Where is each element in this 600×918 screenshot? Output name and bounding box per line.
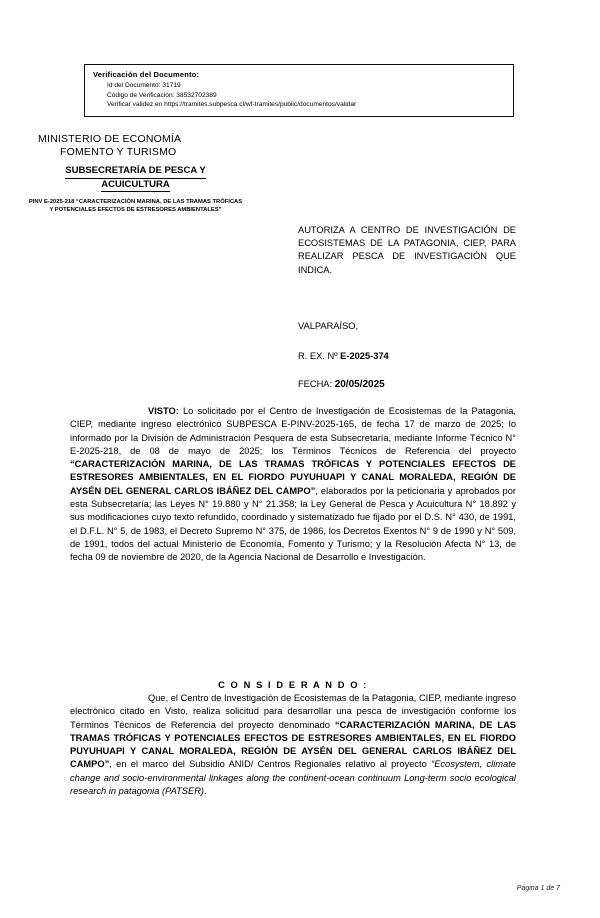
verification-list [93, 81, 505, 110]
verification-box [84, 64, 514, 117]
date-line [298, 379, 385, 390]
date-label: FECHA: [298, 379, 335, 389]
resolution-line [298, 351, 389, 361]
project-reference: PINV E-2025-218 “CARACTERIZACIÓN MARINA, DE LAS TRAMAS TRÓFICAS Y POTENCIALES EFECTOS DE ESTRESORES AMBIENTALES” [28, 199, 243, 213]
date-value: 20/05/2025 [334, 379, 385, 390]
subsecretary-text-1: SUBSECRETARÍA DE PESCA Y [65, 165, 205, 179]
ministry-line-2: FOMENTO Y TURISMO [60, 146, 177, 158]
resolution-label: R. EX. Nº [298, 351, 341, 361]
considerando-heading: C O N S I D E R A N D O : [218, 680, 368, 690]
que-italic-title: “Ecosystem, climate change and socio-environmental linkages along the continent-ocean continuum Long-term socio ecological research in patagonia (PATSER) [70, 759, 516, 797]
verification-title: Verificación del Documento: [93, 70, 200, 79]
visto-text-2: , elaborados por la peticionaria y aprobados por esta Subsecretaría; las Leyes N° 19.880 y N° 21.358; la Ley General de Pesca y Acuicultura N° 18.892 y sus modificaciones cuyo texto refundido, coordinado y sistematizado fue fijado por el D.S. N° 430, de 1991, el D.F.L. N° 5, de 1983, el Decreto Supremo N° 375, de 1986, los Decretos Exentos N° 9 de 1990 y N° 509, de 1991, todos del actual Ministerio de Economía, Fomento y Turismo; y la Resolución Afecta N° 13, de fecha 09 de noviembre de 2020, de la Agencia Nacional de Desarrollo e Investigación. [70, 485, 516, 563]
visto-label: VISTO: [148, 406, 179, 416]
ministry-line-1: MINISTERIO DE ECONOMÍA [38, 133, 182, 145]
que-text-2: , en el marco del Subsidio ANID/ Centros Regionales relativo al proyecto [109, 759, 432, 770]
visto-project-title: “CARACTERIZACIÓN MARINA, DE LAS TRAMAS TRÓFICAS Y POTENCIALES EFECTOS DE ESTRESORES AMBIENTALES, EN EL FIORDO PUYUHUAPI Y CANAL MORALEDA, REGIÓN DE AYSÉN DEL GENERAL CARLOS IBÁÑEZ DEL CAMPO” [70, 459, 516, 496]
ministry-heading [38, 133, 181, 159]
authorization-summary: AUTORIZA A CENTRO DE INVESTIGACIÓN DE ECOSISTEMAS DE LA PATAGONIA, CIEP, PARA REALIZAR PESCA DE INVESTIGACIÓN QUE INDICA. [298, 225, 516, 275]
visto-paragraph [70, 405, 516, 565]
que-text-1: Que, el Centro de Investigación de Ecosistemas de la Patagonia, CIEP, mediante ingreso electrónico citado en Visto, realiza solicitud para desarrollar una pesca de investigación conforme los Términos Técnicos de Referencia del proyecto denominado [70, 693, 516, 730]
considerando-paragraph [70, 692, 516, 798]
que-project-title: “CARACTERIZACIÓN MARINA, DE LAS TRAMAS TRÓFICAS Y POTENCIALES EFECTOS DE ESTRESORES AMBIENTALES, EN EL FIORDO PUYUHUAPI Y CANAL MORALEDA, REGIÓN DE AYSÉN DEL GENERAL CARLOS IBÁÑEZ DEL CAMPO” [70, 719, 516, 770]
city-line: VALPARAÍSO, [298, 321, 359, 331]
visto-text-1: Lo solicitado por el Centro de Investigación de Ecosistemas de la Patagonia, CIEP, mediante ingreso electrónico SUBPESCA E-PINV-2025-165, de fecha 17 de marzo de 2025; lo informado por la División de Administración Pesquera de esta Subsecretaría, mediante Informe Técnico N° E-2025-218, de 08 de mayo de 2025; los Términos Técnicos de Referencia del proyecto [70, 406, 516, 456]
resolution-number: E-2025-374 [340, 351, 389, 361]
subsecretary-line-1 [38, 165, 233, 179]
que-text-3: . [204, 786, 207, 797]
list-item: • Código de Verificación: 38532702389 [107, 91, 505, 101]
list-item[interactable]: • Verificar validez en https://tramites.subpesca.cl/wf-tramites/public/documentos/validar [107, 100, 505, 110]
subsecretary-text-2: ACUICULTURA [101, 179, 169, 193]
list-item: • Id del Documento: 31719 [107, 81, 505, 91]
subsecretary-heading [38, 165, 233, 192]
subsecretary-line-2 [38, 179, 233, 193]
page-footer: Página 1 de 7 [516, 885, 560, 892]
